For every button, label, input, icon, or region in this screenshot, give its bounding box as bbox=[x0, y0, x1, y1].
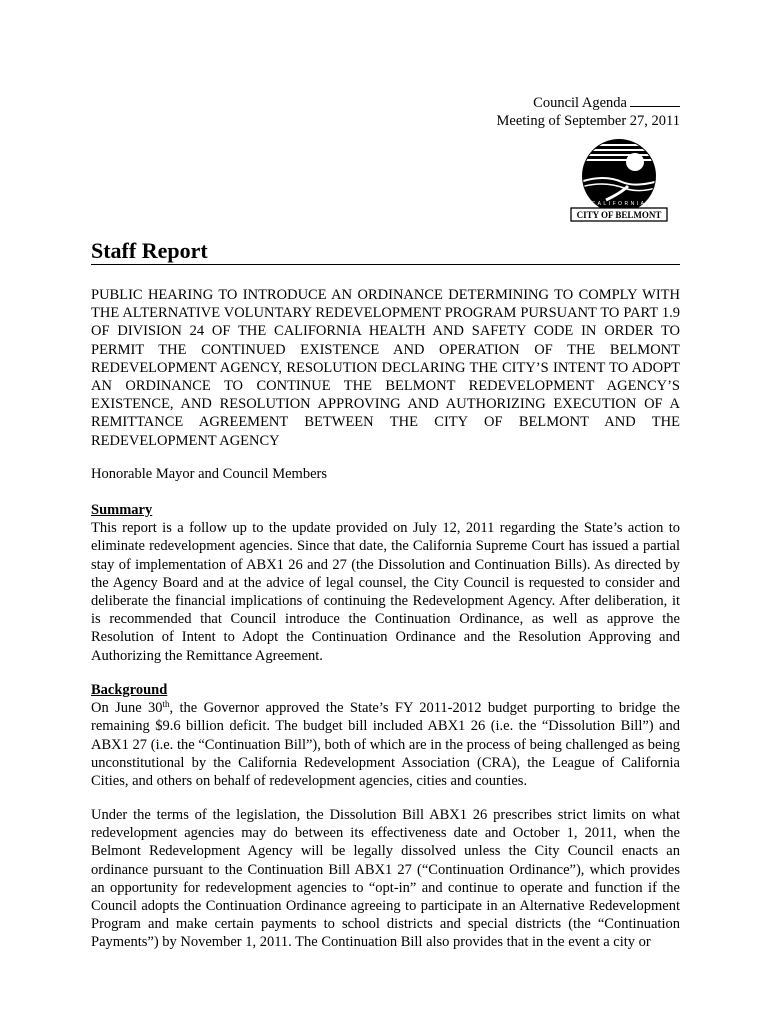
background-heading: Background bbox=[91, 682, 168, 698]
agenda-line bbox=[497, 94, 681, 112]
background-text-start: On June 30 bbox=[91, 700, 163, 717]
meeting-date: Meeting of September 27, 2011 bbox=[496, 113, 680, 129]
agenda-item-blank bbox=[630, 94, 680, 107]
city-seal-icon bbox=[566, 138, 672, 226]
page-title: Staff Report bbox=[91, 238, 680, 265]
background-text-rest: , the Governor approved the State’s FY 2011-2012 budget purporting to bridge the remaining $9.6 billion deficit. The budget bill included ABX1 26 (i.e. the “Dissolution Bill”) and ABX1 27 (i.e. the “Continuation Bill”), both of which are in the process of being challenged as being unconstitutional by the California Redevelopment Association (CRA), the League of California Cities, and others on behalf of redevelopment agencies, cities and counties. bbox=[91, 700, 680, 790]
date-superscript: th bbox=[162, 699, 170, 710]
background-paragraph-2: Under the terms of the legislation, the Dissolution Bill ABX1 26 prescribes strict limits on what redevelopment agencies may do between its effectiveness date and October 1, 2011, when the Belmont Redevelopment Agency will be legally dissolved unless the City Council enacts an ordinance pursuant to the Continuation Bill ABX1 27 (“Continuation Ordinance”), which provides an opportunity for redevelopment agencies to “opt-in” and continue to operate and function if the Council adopts the Continuation Ordinance agreeing to participate in an Alternative Redevelopment Program and make certain payments to school districts and special districts (the “Continuation Payments”) by November 1, 2011. The Continuation Bill also provides that in the event a city or bbox=[91, 807, 680, 951]
report-subject: PUBLIC HEARING TO INTRODUCE AN ORDINANCE DETERMINING TO COMPLY WITH THE ALTERNATIVE VOLUNTARY REDEVELOPMENT PROGRAM PURSUANT TO PART 1.9 OF DIVISION 24 OF THE CALIFORNIA HEALTH AND SAFETY CODE IN ORDER TO PERMIT THE CONTINUED EXISTENCE AND OPERATION OF THE BELMONT REDEVELOPMENT AGENCY, RESOLUTION DECLARING THE CITY’S INTENT TO ADOPT AN ORDINANCE TO CONTINUE THE BELMONT REDEVELOPMENT AGENCY’S EXISTENCE, AND RESOLUTION APPROVING AND AUTHORIZING EXECUTION OF A REMITTANCE AGREEMENT BETWEEN THE CITY OF BELMONT AND THE REDEVELOPMENT AGENCY bbox=[91, 287, 680, 449]
agenda-label: Council Agenda bbox=[533, 95, 627, 111]
background-section bbox=[91, 681, 680, 790]
seal-arc-text: CALIFORNIA bbox=[591, 201, 647, 207]
salutation: Honorable Mayor and Council Members bbox=[91, 466, 327, 482]
summary-heading: Summary bbox=[91, 502, 153, 518]
summary-text: This report is a follow up to the update provided on July 12, 2011 regarding the State’s action to eliminate redevelopment agencies. Since that date, the California Supreme Court has issued a partial stay of implementation of ABX1 26 and 27 (the Dissolution and Continuation Bills). As directed by the Agency Board and at the advice of legal counsel, the City Council is requested to consider and deliberate the financial implications of continuing the Redevelopment Agency. After deliberation, it is recommended that Council introduce the Continuation Ordinance, as well as approve the Resolution of Intent to Adopt the Continuation Ordinance and the Resolution Approving and Authorizing the Remittance Agreement. bbox=[91, 520, 680, 664]
seal-banner-text: CITY OF BELMONT bbox=[576, 210, 662, 220]
agenda-header bbox=[497, 94, 681, 130]
summary-section bbox=[91, 501, 680, 665]
